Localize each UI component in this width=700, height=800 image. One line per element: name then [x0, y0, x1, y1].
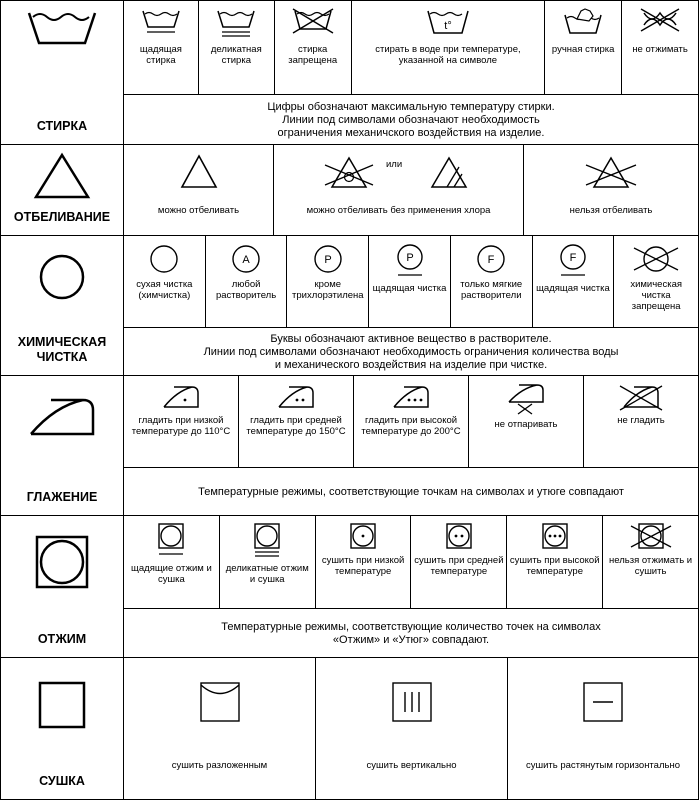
wash-hand-label: ручная стирка: [551, 44, 615, 55]
square-icon: [37, 680, 87, 730]
iron-medium-label: гладить при средней температуре до 150°C: [246, 415, 346, 437]
iron-high-cell: [354, 376, 469, 467]
bleach-forbidden-icon: [581, 155, 641, 195]
no-spin-dry-icon: [628, 522, 674, 552]
bleaching-header: [1, 145, 124, 235]
triangle-icon: [32, 151, 92, 201]
section-spin: [0, 515, 699, 658]
section-drying: [0, 657, 699, 800]
no-steam-label: не отпаривать: [494, 419, 558, 430]
no-steam-icon: [504, 382, 548, 416]
bleach-no-chlorine-label: можно отбеливать без применения хлора: [306, 205, 491, 216]
drying-symbols-row: [124, 658, 698, 800]
spin-symbols-row: [124, 516, 698, 608]
wash-forbidden-icon: [291, 7, 335, 41]
no-iron-cell: [584, 376, 698, 467]
no-iron-icon: [617, 382, 665, 412]
section-dry-cleaning: [0, 235, 699, 376]
section-bleaching: [0, 144, 699, 236]
dry-medium-label: сушить при средней температуре: [414, 555, 504, 577]
wash-temperature-icon: [426, 7, 470, 41]
no-iron-label: не гладить: [617, 415, 665, 426]
square-circle-icon: [34, 534, 90, 590]
ironing-title: ГЛАЖЕНИЕ: [26, 490, 98, 504]
circle-icon: [37, 252, 87, 302]
dry-high-icon: [540, 522, 570, 552]
dryclean-cell: [124, 236, 206, 327]
iron-low-icon: [161, 382, 201, 412]
dry-horizontal-icon: [581, 680, 625, 724]
dryclean-any-cell: [206, 236, 288, 327]
spin-title: ОТЖИМ: [37, 632, 87, 646]
dry-cleaning-note: Буквы обозначают активное вещество в растворителе. Линии под символами обозначают необходимость ограничения количества воды и механического воздействия на изделие при чистке.: [124, 327, 698, 376]
wash-temperature-cell: [352, 1, 546, 94]
dryclean-forbidden-cell: [614, 236, 698, 327]
iron-high-icon: [391, 382, 431, 412]
bleaching-title: ОТБЕЛИВАНИЕ: [13, 210, 111, 224]
wash-gentle-cell: [124, 1, 199, 94]
svg-text:F: F: [569, 252, 577, 264]
dryclean-forbidden-icon: [631, 242, 681, 276]
spin-gentle-cell: [124, 516, 220, 608]
no-spin-cell: [603, 516, 698, 608]
dry-horizontal-cell: [508, 658, 698, 800]
dryclean-p-icon: [311, 242, 345, 276]
wash-hand-cell: [545, 1, 622, 94]
spin-delicate-label: деликатные отжим и сушка: [225, 563, 309, 585]
dryclean-f-icon: [474, 242, 508, 276]
dry-flat-icon: [198, 680, 242, 724]
wash-gentle-label: щадящая стирка: [139, 44, 182, 66]
dryclean-a-icon: [229, 242, 263, 276]
iron-low-cell: [124, 376, 239, 467]
dry-horizontal-label: сушить растянутым горизонтально: [526, 760, 680, 771]
dry-cleaning-header: [1, 236, 124, 375]
svg-text:A: A: [242, 254, 250, 266]
dryclean-icon: [147, 242, 181, 276]
temp-glyph: t°: [444, 20, 452, 32]
dry-vertical-icon: [390, 680, 434, 724]
drying-header: [1, 658, 124, 799]
wash-forbidden-cell: [275, 1, 352, 94]
wash-delicate-label: деликатная стирка: [210, 44, 262, 66]
section-washing: [0, 0, 699, 145]
dryclean-f-gentle-cell: [533, 236, 615, 327]
washtub-icon: [27, 7, 97, 47]
dry-flat-cell: [124, 658, 316, 800]
iron-low-label: гладить при низкой температуре до 110°C: [131, 415, 231, 437]
wash-gentle-icon: [141, 7, 181, 41]
dry-cleaning-symbols-row: [124, 236, 698, 327]
bleach-forbidden-cell: [524, 145, 698, 236]
dryclean-f-gentle-icon: [556, 242, 590, 280]
dry-medium-icon: [444, 522, 474, 552]
bleach-allowed-label: можно отбеливать: [157, 205, 240, 216]
ironing-symbols-row: [124, 376, 698, 467]
iron-medium-icon: [276, 382, 316, 412]
iron-high-label: гладить при высокой температуре до 200°C: [361, 415, 461, 437]
dry-flat-label: сушить разложенным: [171, 760, 268, 771]
bleach-allowed-cell: [124, 145, 274, 236]
dryclean-f-gentle-label: щадящая чистка: [536, 283, 610, 294]
dryclean-p-gentle-label: щадящая чистка: [372, 283, 447, 294]
wash-forbidden-label: стирка запрещена: [288, 44, 338, 66]
washing-note: Цифры обозначают максимальную температуру стирки. Линии под символами обозначают необходимость ограничения механичского воздействия на изделие.: [124, 94, 698, 145]
wash-no-wring-label: не отжимать: [632, 44, 688, 55]
drying-title: СУШКА: [39, 774, 85, 788]
dry-low-cell: [316, 516, 412, 608]
dryclean-p-gentle-cell: [369, 236, 451, 327]
dry-cleaning-title: ХИМИЧЕСКАЯ ЧИСТКА: [17, 335, 107, 364]
wash-temperature-label: стирать в воде при температуре, указанной на символе: [375, 44, 521, 66]
dry-low-icon: [348, 522, 378, 552]
bleaching-symbols-row: [124, 145, 698, 236]
dryclean-any-label: любой растворитель: [215, 279, 277, 301]
spin-delicate-cell: [220, 516, 316, 608]
wash-no-wring-cell: [622, 1, 698, 94]
dryclean-soft-label: только мягкие растворители: [460, 279, 523, 301]
oxygen-triangle-icon: [432, 158, 466, 187]
ironing-note: Температурные режимы, соответствующие точкам на символах и утюге совпадают: [124, 467, 698, 516]
no-wring-icon: [638, 7, 682, 41]
dryclean-forbidden-label: химическая чистка запрещена: [630, 279, 682, 312]
wash-delicate-cell: [199, 1, 275, 94]
svg-text:F: F: [487, 254, 495, 266]
svg-text:P: P: [324, 254, 332, 266]
section-ironing: [0, 375, 699, 516]
wash-delicate-icon: [216, 7, 256, 41]
iron-medium-cell: [239, 376, 354, 467]
dry-low-label: сушить при низкой температуре: [321, 555, 405, 577]
no-steam-cell: [469, 376, 584, 467]
spin-gentle-icon: [156, 522, 186, 560]
hand-wash-icon: [563, 7, 603, 41]
spin-delicate-icon: [252, 522, 282, 560]
ironing-header: [1, 376, 124, 515]
dry-medium-cell: [411, 516, 507, 608]
no-spin-label: нельзя отжимать и сушить: [609, 555, 693, 577]
spin-header: [1, 516, 124, 657]
dryclean-label: сухая чистка (химчистка): [136, 279, 193, 301]
cl-triangle-crossed-icon: [325, 158, 373, 187]
svg-text:P: P: [405, 252, 414, 264]
or-label: или: [386, 159, 403, 170]
spin-gentle-label: щадящие отжим и сушка: [131, 563, 212, 585]
washing-header: [1, 1, 124, 144]
dryclean-no-trichlor-label: кроме трихлорэтилена: [292, 279, 364, 301]
bleach-no-chlorine-cell: [274, 145, 524, 236]
dry-vertical-label: сушить вертикально: [366, 760, 457, 771]
dry-vertical-cell: [316, 658, 508, 800]
bleach-forbidden-label: нельзя отбеливать: [569, 205, 653, 216]
dryclean-no-trichlor-cell: [287, 236, 369, 327]
dryclean-p-gentle-icon: [393, 242, 427, 280]
dry-high-cell: [507, 516, 603, 608]
bleach-allowed-icon: [179, 153, 219, 191]
spin-note: Температурные режимы, соответствующие количество точек на символах «Отжим» и «Утюг» совпадают.: [124, 608, 698, 658]
iron-icon: [27, 394, 97, 440]
dryclean-soft-cell: [451, 236, 533, 327]
washing-symbols-row: [124, 1, 698, 94]
dry-high-label: сушить при высокой температуре: [509, 555, 600, 577]
washing-title: СТИРКА: [36, 119, 88, 133]
